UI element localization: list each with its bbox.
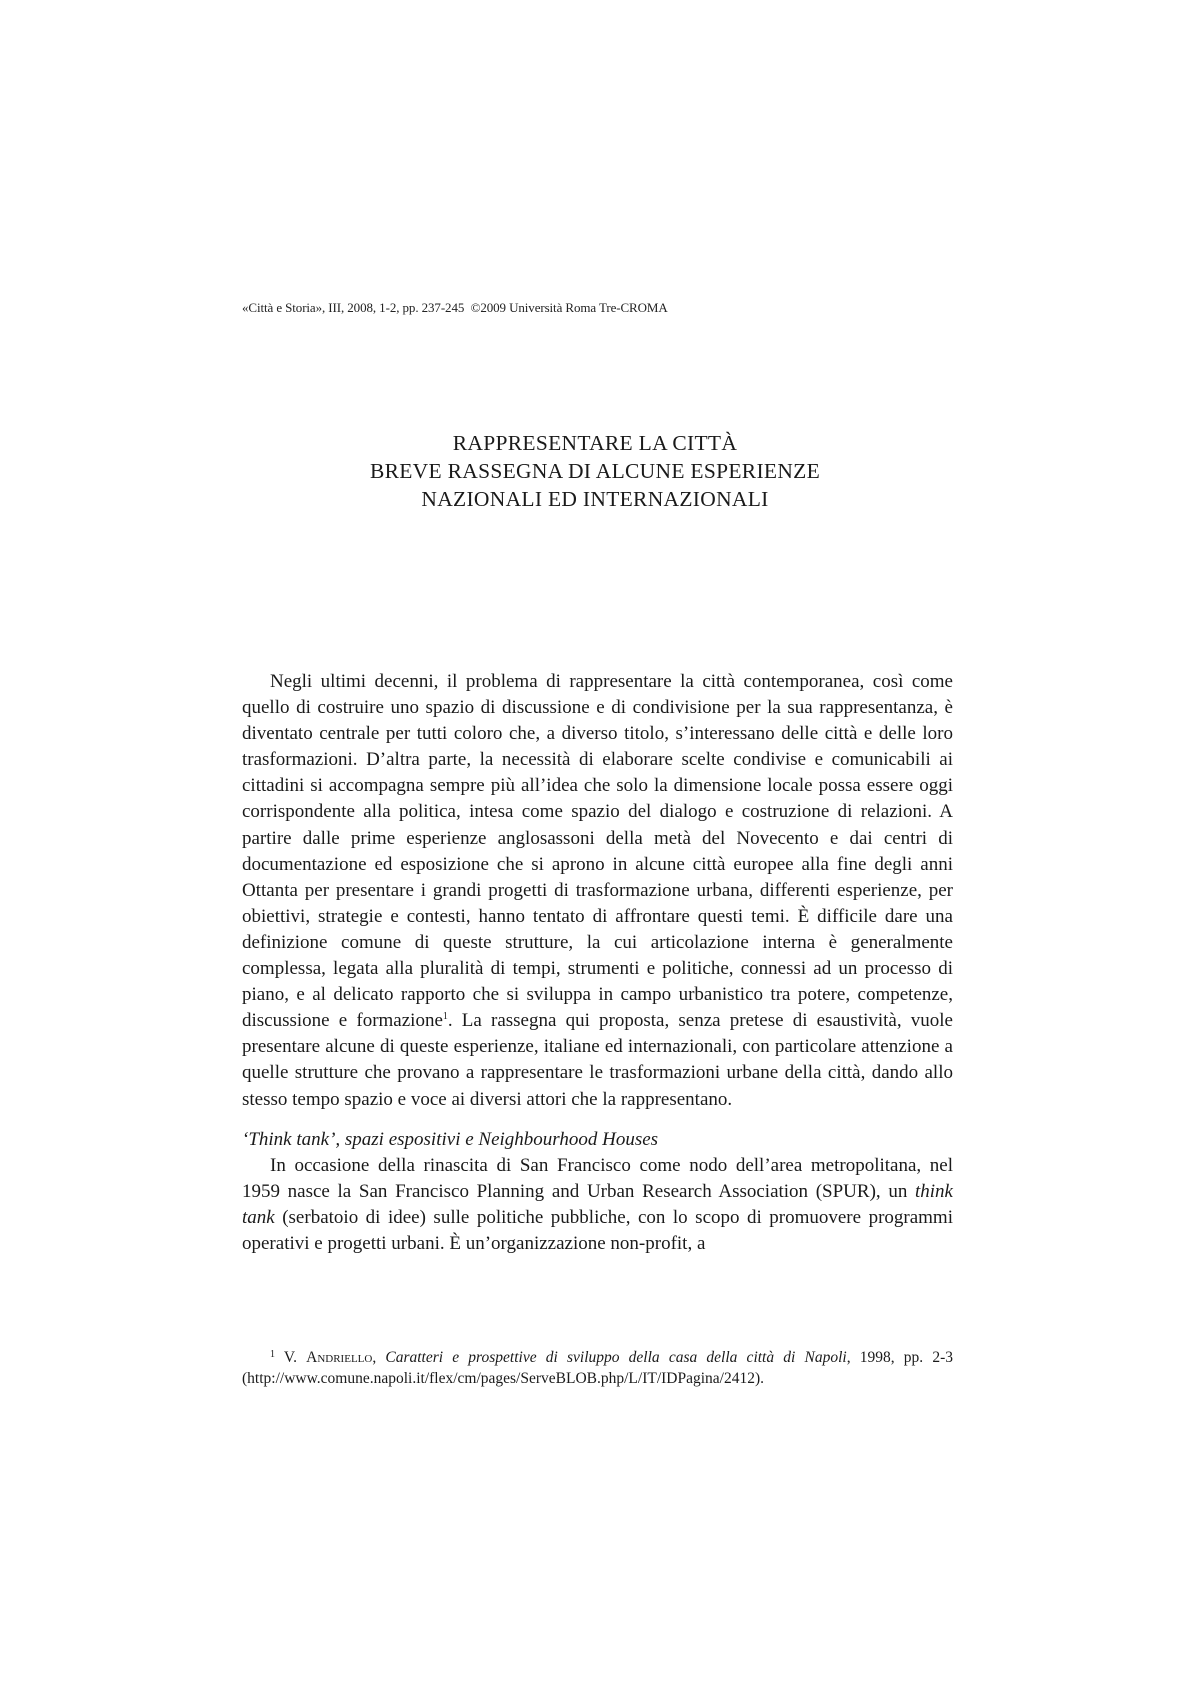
copyright-notice: ©2009 Università Roma Tre-CROMA — [470, 300, 668, 315]
footnote-author-initial: V. — [283, 1349, 307, 1366]
section-paragraph — [242, 1153, 953, 1257]
intro-paragraph-text-b: . La rassegna qui proposta, senza pretese di esaustività, vuole presentare alcune di queste esperienze, italiane ed internazionali, con particolare attenzione a quelle strutture che provano a rappresentare le trasformazioni urbane della città, dando allo stesso tempo spazio e voce ai diversi attori che la rappresentano. — [242, 1010, 953, 1110]
footnote — [242, 1348, 953, 1389]
footnote-reference[interactable]: 1 — [442, 1011, 448, 1023]
footnote-author-surname: Andriello — [306, 1349, 373, 1366]
journal-citation: «Città e Storia», III, 2008, 1-2, pp. 237-245 — [242, 300, 465, 315]
title-line-3: NAZIONALI ED INTERNAZIONALI — [421, 487, 769, 511]
intro-paragraph-text-a: Negli ultimi decenni, il problema di rappresentare la città contemporanea, così come quello di costruire uno spazio di discussione e di condivisione per la sua rappresentanza, è diventato centrale per tutti coloro che, a diverso titolo, s’interessano delle città e delle loro trasformazioni. D’altra parte, la necessità di elaborare scelte condivise e comunicabili ai cittadini si accompagna sempre più all’idea che solo la dimensione locale possa essere oggi corrispondente alla politica, intesa come spazio del dialogo e costruzione di relazioni. A partire dalle prime esperienze anglosassoni della metà del Novecento e dai centri di documentazione ed esposizione che si aprono in alcune città europee alla fine degli anni Ottanta per presentare i grandi progetti di trasformazione urbana, differenti esperienze, per obiettivi, strategie e contesti, hanno tentato di affrontare questi temi. È difficile dare una definizione comune di queste strutture, la cui articolazione interna è generalmente complessa, legata alla pluralità di tempi, strumenti e politiche, connessi ad un processo di piano, e al delicato rapporto che si sviluppa in campo urbanistico tra potere, competenze, discussione e formazione — [242, 671, 953, 1032]
footnote-separator: , — [372, 1349, 386, 1366]
title-line-2: BREVE RASSEGNA DI ALCUNE ESPERIENZE — [369, 459, 821, 483]
journal-citation-header — [242, 300, 668, 316]
footnote-work-title: Caratteri e prospettive di sviluppo della casa della città di Napoli — [385, 1349, 847, 1366]
section-paragraph-text-b: (serbatoio di idee) sulle politiche pubbliche, con lo scopo di promuovere programmi operativi e progetti urbani. È un’organizzazione non-profit, a — [242, 1206, 953, 1254]
footnote-paragraph — [242, 1348, 953, 1389]
intro-paragraph — [242, 669, 953, 1113]
section-paragraph-text-a: In occasione della rinascita di San Francisco come nodo dell’area metropolitana, nel 1959 nasce la San Francisco Planning and Urban Research Association (SPUR), un — [242, 1154, 953, 1202]
footnote-details[interactable]: , 1998, pp. 2-3 (http://www.comune.napoli.it/flex/cm/pages/ServeBLOB.php/L/IT/IDPagina/2412). — [242, 1349, 953, 1387]
section-heading: ‘Think tank’, spazi espositivi e Neighbourhood Houses — [242, 1128, 659, 1150]
article-body — [242, 669, 953, 1257]
title-line-1: RAPPRESENTARE LA CITTÀ — [452, 431, 738, 455]
section-paragraph-italic: think tank — [242, 1180, 953, 1228]
footnote-number: 1 — [270, 1349, 275, 1360]
article-title — [242, 429, 948, 513]
